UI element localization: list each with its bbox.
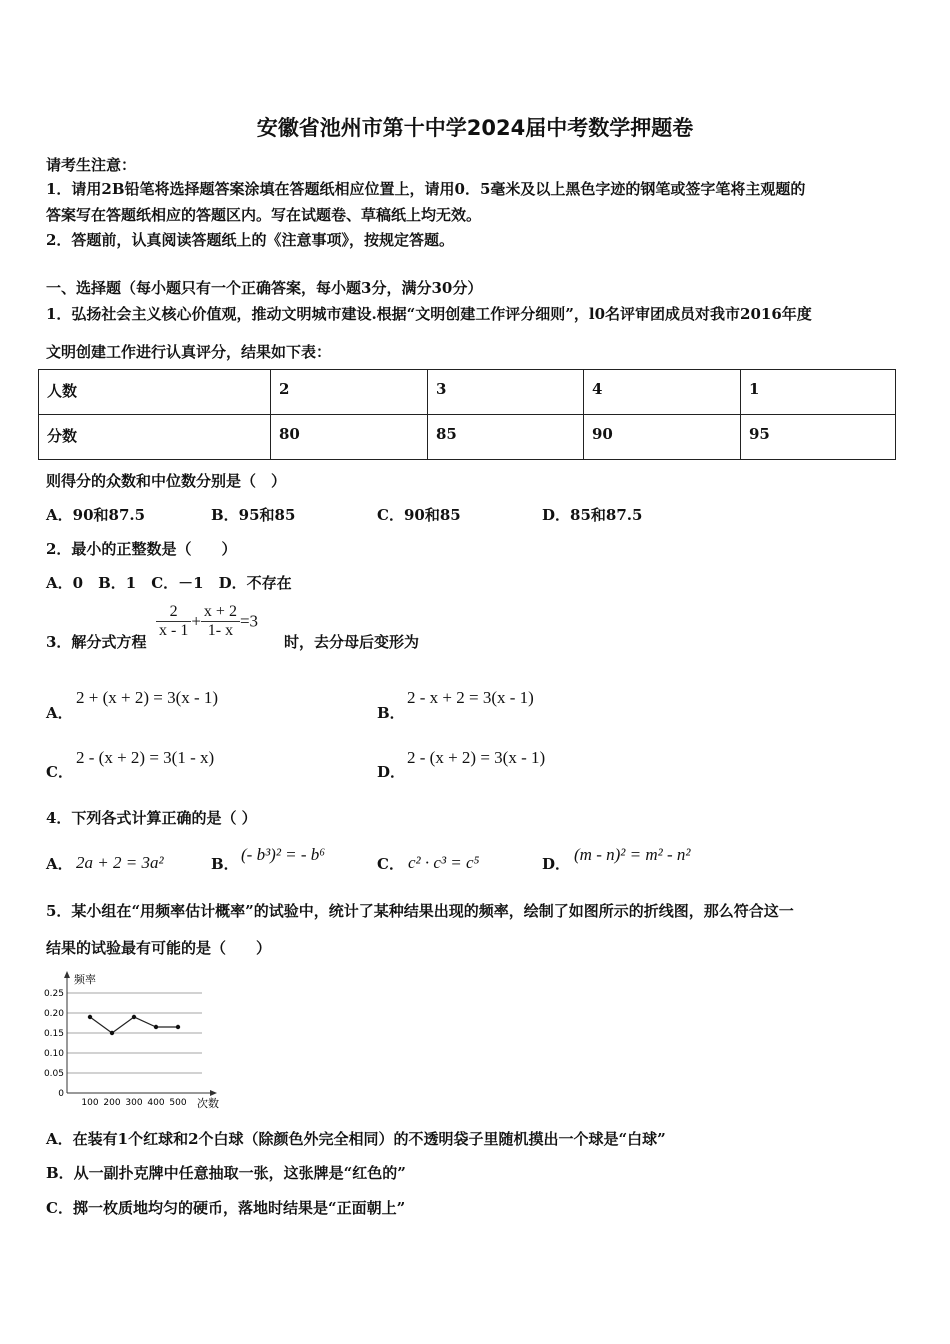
option-b-label[interactable]: B． bbox=[377, 704, 405, 722]
y-tick-label: 0.25 bbox=[43, 989, 64, 999]
notice-line: 1．请用2B铅笔将选择题答案涂填在答题纸相应位置上，请用0．5毫米及以上黑色字迹的钢笔或签字笔将主观题的 bbox=[46, 180, 806, 198]
x-tick-label: 200 bbox=[103, 1098, 121, 1108]
table-cell: 1 bbox=[741, 370, 896, 415]
option-d-expr: (m - n)² = m² - n² bbox=[574, 845, 691, 864]
y-tick-label: 0.15 bbox=[43, 1029, 64, 1039]
x-tick-label: 100 bbox=[81, 1098, 99, 1108]
option-c-label[interactable]: C． bbox=[46, 763, 73, 781]
notice-line: 2．答题前，认真阅读答题纸上的《注意事项》，按规定答题。 bbox=[46, 231, 454, 249]
data-point bbox=[110, 1031, 114, 1035]
y-axis-arrow-icon bbox=[64, 971, 70, 978]
plus-sign: + bbox=[191, 611, 201, 631]
section-heading: 一、选择题（每小题只有一个正确答案，每小题3分，满分30分） bbox=[46, 279, 483, 297]
question-5-text: 5．某小组在“用频率估计概率”的试验中，统计了某种结果出现的频率，绘制了如图所示的折线图，那么符合这一 bbox=[46, 902, 794, 920]
data-point bbox=[154, 1025, 158, 1029]
option-b[interactable]: B．从一副扑克牌中任意抽取一张，这张牌是“红色的” bbox=[46, 1164, 406, 1182]
option-c-expr: c² · c³ = c⁵ bbox=[408, 853, 480, 872]
y-tick-label: 0.10 bbox=[43, 1049, 64, 1059]
question-4-text: 4．下列各式计算正确的是（ ） bbox=[46, 809, 257, 827]
x-tick-label: 400 bbox=[147, 1098, 165, 1108]
option-a[interactable]: A．90和87.5 bbox=[46, 506, 146, 524]
fraction bbox=[156, 603, 191, 640]
y-axis-label: 频率 bbox=[74, 973, 96, 986]
option-b[interactable]: B．95和85 bbox=[211, 506, 296, 524]
fraction bbox=[201, 603, 240, 640]
y-tick-label: 0.20 bbox=[43, 1009, 64, 1019]
option-c-expr: 2 - (x + 2) = 3(1 - x) bbox=[76, 748, 215, 767]
table-cell: 2 bbox=[271, 370, 428, 415]
option-a-expr: 2a + 2 = 3a² bbox=[76, 853, 164, 872]
question-2-options[interactable]: A．0 B．1 C．－1 D．不存在 bbox=[46, 574, 292, 592]
x-tick-label: 300 bbox=[125, 1098, 143, 1108]
option-d[interactable]: D．85和87.5 bbox=[542, 506, 643, 524]
option-a[interactable]: A．在装有1个红球和2个白球（除颜色外完全相同）的不透明袋子里随机摸出一个球是“白球” bbox=[46, 1130, 666, 1148]
option-d-label[interactable]: D． bbox=[377, 763, 406, 781]
score-table bbox=[38, 369, 896, 460]
option-b-expr: 2 - x + 2 = 3(x - 1) bbox=[407, 688, 534, 707]
option-d-label[interactable]: D． bbox=[542, 855, 571, 873]
numerator: x + 2 bbox=[201, 603, 240, 622]
numerator: 2 bbox=[156, 603, 191, 622]
question-1-text: 文明创建工作进行认真评分，结果如下表： bbox=[46, 343, 332, 361]
grid bbox=[67, 993, 202, 1073]
option-b-expr: (- b³)² = - b⁶ bbox=[241, 845, 326, 864]
option-b-label[interactable]: B． bbox=[211, 855, 239, 873]
option-c-label[interactable]: C． bbox=[377, 855, 404, 873]
table-cell: 95 bbox=[741, 415, 896, 460]
table-cell: 分数 bbox=[39, 415, 271, 460]
option-c[interactable]: C．掷一枚质地均匀的硬币，落地时结果是“正面朝上” bbox=[46, 1199, 406, 1217]
option-d-expr: 2 - (x + 2) = 3(x - 1) bbox=[407, 748, 546, 767]
series-line bbox=[90, 1017, 178, 1033]
data-point bbox=[176, 1025, 180, 1029]
table-cell: 85 bbox=[428, 415, 584, 460]
equation bbox=[156, 603, 258, 640]
table-cell: 4 bbox=[584, 370, 741, 415]
table-cell: 人数 bbox=[39, 370, 271, 415]
question-1-text: 1．弘扬社会主义核心价值观，推动文明城市建设.根据“文明创建工作评分细则”，l0名评审团成员对我市2016年度 bbox=[46, 305, 812, 323]
frequency-line-chart bbox=[42, 968, 232, 1110]
table-cell: 90 bbox=[584, 415, 741, 460]
x-axis-arrow-icon bbox=[210, 1090, 217, 1096]
question-2-text: 2．最小的正整数是（ ） bbox=[46, 540, 237, 558]
notice-line: 答案写在答题纸相应的答题区内。写在试题卷、草稿纸上均无效。 bbox=[46, 206, 482, 224]
equals-three: =3 bbox=[239, 611, 259, 631]
table-row bbox=[39, 415, 896, 460]
data-point bbox=[88, 1015, 92, 1019]
option-a-expr: 2 + (x + 2) = 3(x - 1) bbox=[76, 688, 219, 707]
table-cell: 80 bbox=[271, 415, 428, 460]
denominator: 1- x bbox=[207, 622, 234, 639]
question-3-prefix: 3．解分式方程 bbox=[46, 633, 147, 651]
option-a-label[interactable]: A． bbox=[46, 704, 73, 722]
question-3-suffix: 时，去分母后变形为 bbox=[284, 633, 420, 651]
table-cell: 3 bbox=[428, 370, 584, 415]
question-5-text: 结果的试验最有可能的是（ ） bbox=[46, 939, 272, 957]
option-a-label[interactable]: A． bbox=[46, 855, 73, 873]
option-c[interactable]: C．90和85 bbox=[377, 506, 461, 524]
denominator: x - 1 bbox=[159, 622, 189, 639]
notice-heading: 请考生注意： bbox=[46, 156, 137, 174]
y-tick-label: 0.05 bbox=[43, 1069, 64, 1079]
table-row bbox=[39, 370, 896, 415]
page-title: 安徽省池州市第十中学2024届中考数学押题卷 bbox=[256, 116, 694, 140]
y-tick-label: 0 bbox=[58, 1089, 64, 1099]
question-1-ask: 则得分的众数和中位数分别是（ ） bbox=[46, 472, 287, 490]
data-point bbox=[132, 1015, 136, 1019]
x-axis-label: 次数 bbox=[197, 1097, 219, 1110]
x-tick-label: 500 bbox=[169, 1098, 187, 1108]
